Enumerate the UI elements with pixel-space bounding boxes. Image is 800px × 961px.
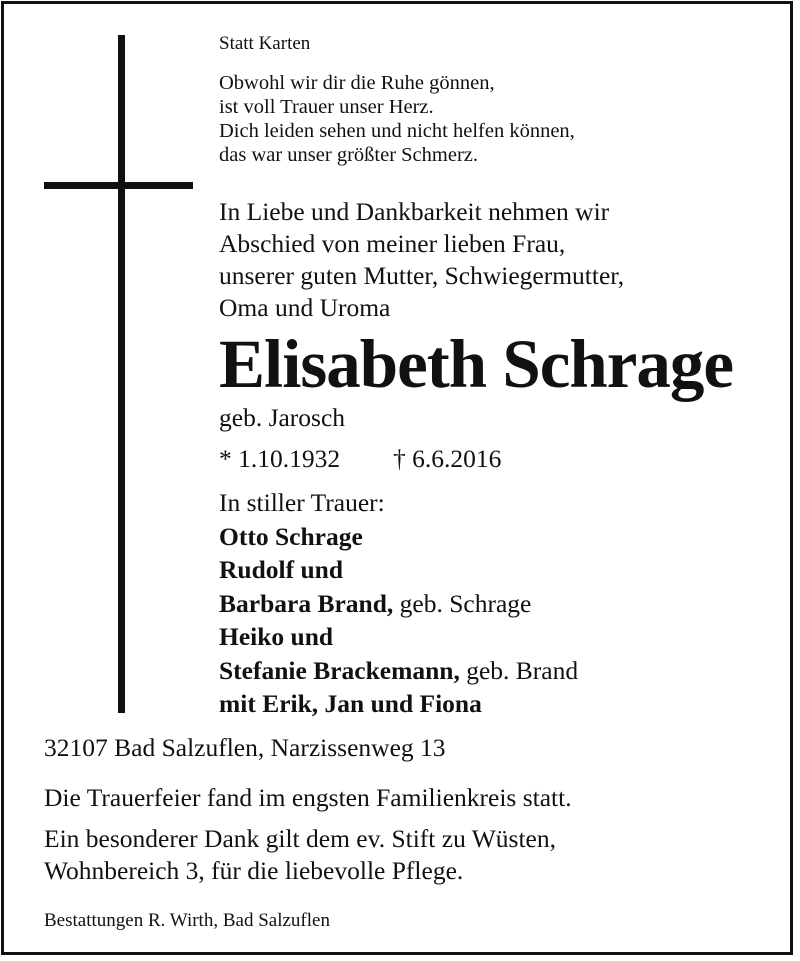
intro-line: Oma und Uroma [219, 293, 391, 322]
cross-vertical-beam [118, 35, 125, 713]
mourner-barbara-name: Barbara Brand, [219, 588, 394, 618]
poem-line: Obwohl wir dir die Ruhe gönnen, [219, 72, 495, 94]
poem-line: das war unser größter Schmerz. [219, 144, 479, 166]
mourner-barbara-maiden: geb. Schrage [393, 588, 532, 618]
thanks-line: Wohnbereich 3, für die liebevolle Pflege. [44, 856, 464, 885]
mourner-stefanie-maiden: geb. Brand [459, 655, 579, 685]
intro-line: unserer guten Mutter, Schwiegermutter, [219, 261, 625, 290]
mourner-barbara [219, 587, 578, 621]
mourner-heiko: Heiko und [219, 622, 334, 651]
mourner-rudolf: Rudolf und [219, 555, 344, 584]
mourner-stefanie-name: Stefanie Brackemann, [219, 655, 460, 685]
mourner-otto: Otto Schrage [219, 521, 363, 551]
poem [219, 71, 575, 167]
poem-line: ist voll Trauer unser Herz. [219, 96, 434, 118]
thanks-note [44, 823, 556, 887]
poem-line: Dich leiden sehen und nicht helfen können, [219, 120, 575, 142]
ceremony-note: Die Trauerfeier fand im engsten Familienkreis statt. [44, 783, 572, 812]
maiden-name: geb. Jarosch [219, 403, 346, 432]
intro-line: Abschied von meiner lieben Frau, [219, 229, 566, 258]
mourners-heading: In stiller Trauer: [219, 488, 385, 517]
undertaker: Bestattungen R. Wirth, Bad Salzuflen [44, 910, 330, 931]
mourners-list [219, 486, 578, 721]
thanks-line: Ein besonderer Dank gilt dem ev. Stift zu Wüsten, [44, 824, 557, 853]
mourner-children: mit Erik, Jan und Fiona [219, 689, 482, 718]
cross-horizontal-beam [44, 182, 193, 189]
intro-text [219, 196, 624, 324]
address: 32107 Bad Salzuflen, Narzissenweg 13 [44, 733, 446, 762]
deceased-name: Elisabeth Schrage [219, 326, 733, 402]
birth-date: * 1.10.1932 [219, 444, 341, 473]
death-date: † 6.6.2016 [393, 444, 502, 473]
intro-line: In Liebe und Dankbarkeit nehmen wir [219, 197, 610, 226]
mourner-stefanie [219, 654, 578, 688]
statt-karten: Statt Karten [219, 33, 311, 54]
